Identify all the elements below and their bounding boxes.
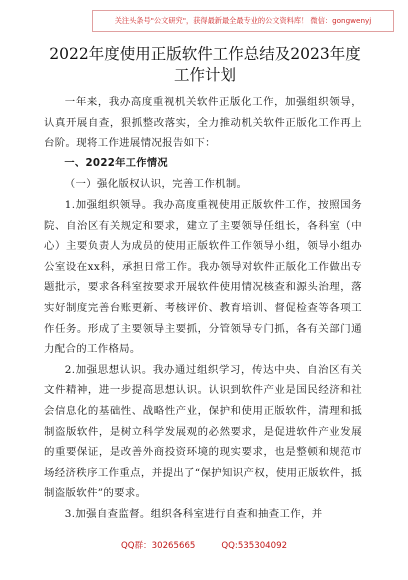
document-title: 2022年度使用正版软件工作总结及2023年度工作计划 (49, 45, 361, 84)
section-heading: 一、2022年工作情况 (64, 157, 168, 169)
body-paragraph: 3.加强自查监督。组织各科室进行自查和抽查工作，并 (64, 507, 323, 520)
footer-qq-group: QQ群：30265665 (120, 541, 196, 551)
body-paragraph: 2.加强思想认识。我办通过组织学习，传达中央、自治区有关文件精神，进一步提高思想认识。认识到软件产业是国民经济和社会信息化的基础性、战略性产业，保护和使用正版软件，清理和抵制盗版软件，是树立科学发展观的必然要求，是促进软件产业发展的重要保证，是改善外商投资环境的现实要求，也是整顿和规范市场经济秩序工作重点，并提出了“保护知识产权，使用正版软件，抵制盗版软件”的要求。 (44, 363, 362, 500)
subsection-heading: （一）强化版权认识，完善工作机制。 (64, 178, 248, 191)
body-paragraph: 1.加强组织领导。我办高度重视使用正版软件工作，按照国务院、自治区有关规定和要求，建立了主要领导任组长，各科室（中心）主要负责人为成员的使用正版软件工作领导小组，领导小组办公室设在xx科，承担日常工作。我办领导对软件正版化工作做出专题批示，要求各科室按要求开展软件使用情况核查和源头治理，落实好制度完善台账更新、考核评价、教育培训、督促检查等各项工作任务。形成了主要领导主要抓，分管领导专门抓，各有关部门通力配合的工作格局。 (44, 198, 362, 356)
document-body (44, 92, 362, 524)
header-banner: 关注头条号"公文研究"，获得最新最全最专业的公文资料库！ 微信：gongwenyj (92, 10, 394, 32)
intro-paragraph: 一年来，我办高度重视机关软件正版化工作，加强组织领导，认真开展自查，狠抓整改落实，全力推动机关软件正版化工作再上台阶。现将工作进展情况报告如下： (44, 96, 362, 150)
footer-contact (0, 540, 408, 552)
footer-qq: QQ:535304092 (221, 541, 288, 551)
